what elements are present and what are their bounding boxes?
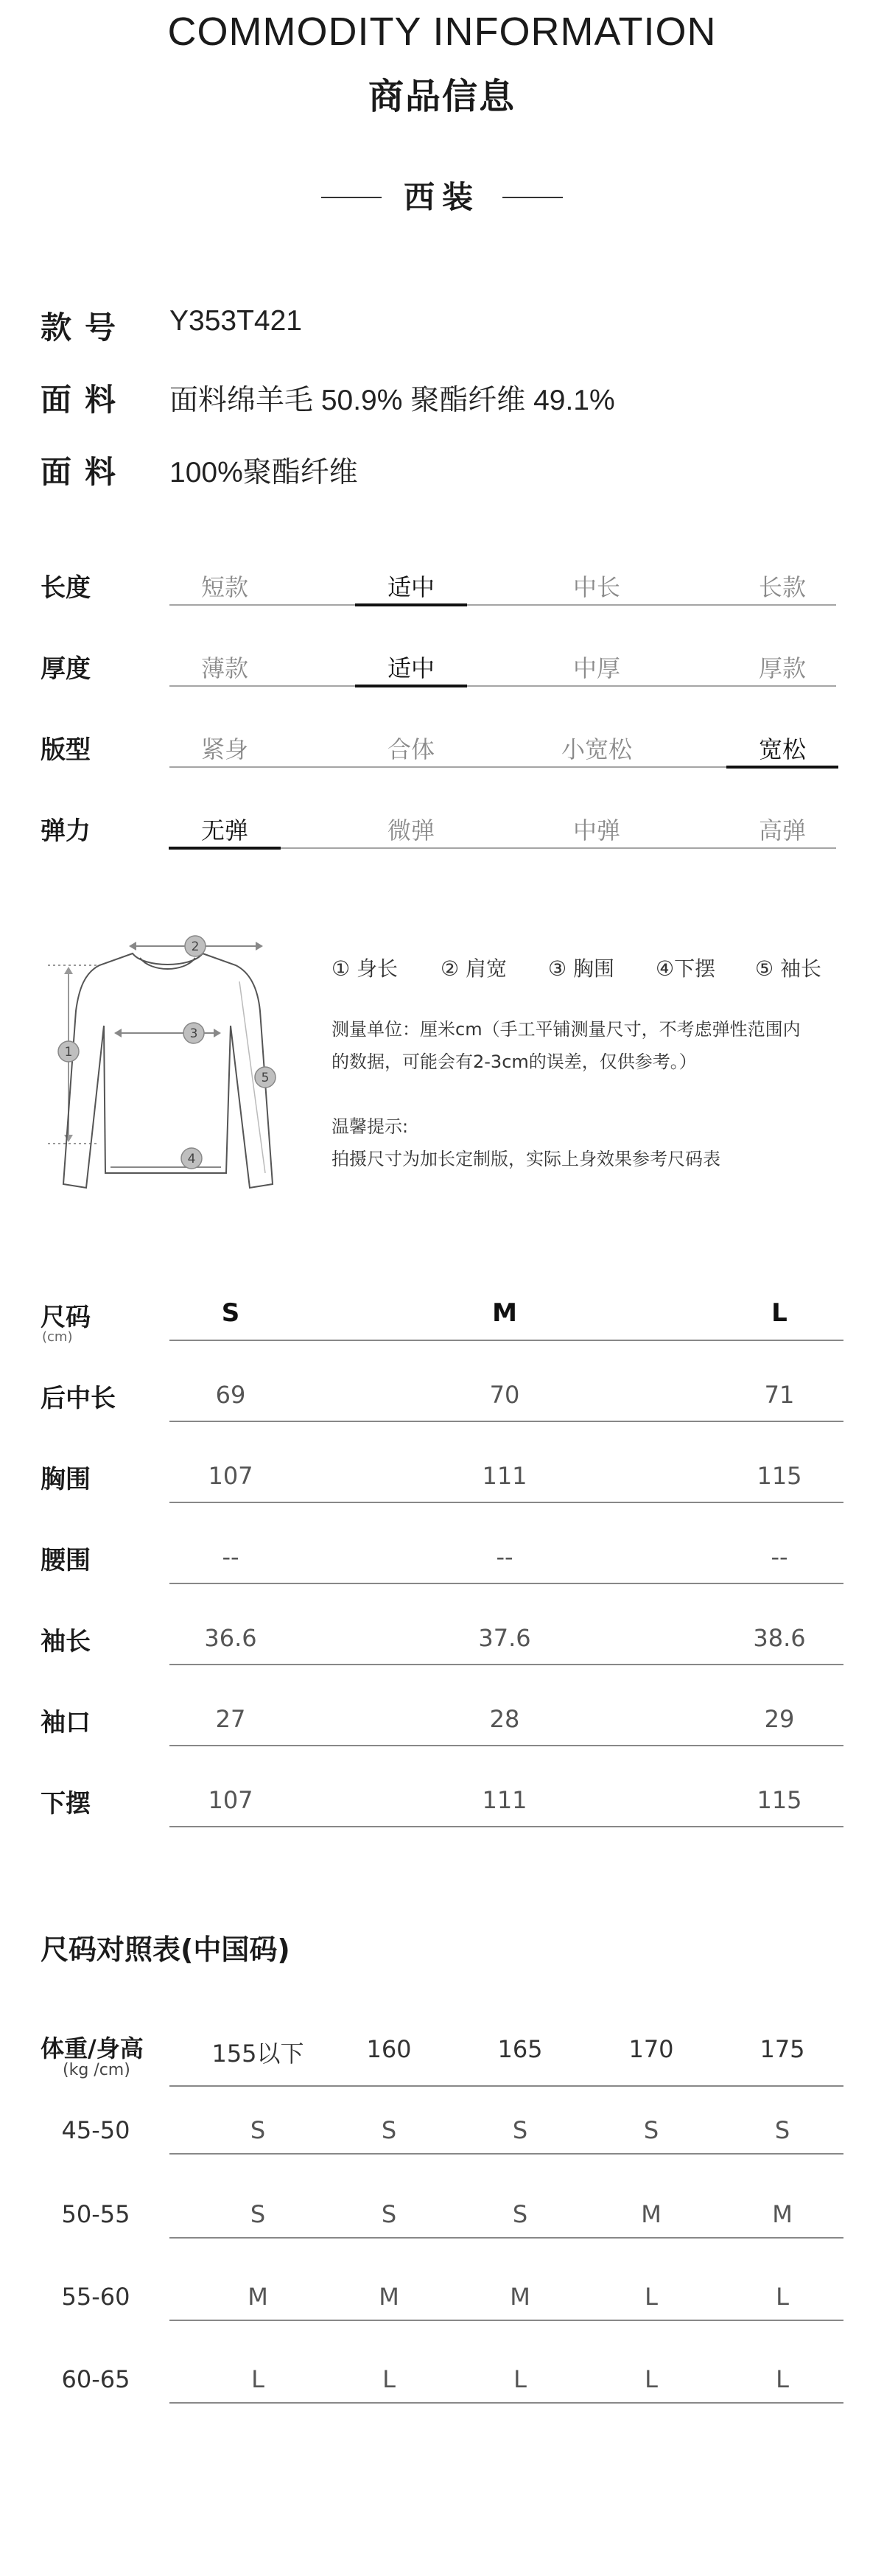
legend-chest: ③ 胸围 — [548, 956, 615, 981]
china-chart-cell: L — [382, 2365, 396, 2393]
size-table-divider — [169, 1745, 843, 1746]
attr-selected-marker — [355, 685, 467, 687]
legend-sleeve: ⑤ 袖长 — [755, 956, 822, 981]
info-value-fabric: 面料绵羊毛 50.9% 聚酯纤维 49.1% — [169, 385, 615, 416]
attr-label: 弹力 — [41, 816, 91, 846]
attr-option: 紧身 — [200, 735, 248, 763]
size-cell: 28 — [489, 1705, 520, 1733]
china-chart-divider — [169, 2085, 843, 2087]
china-chart-cell: L — [776, 2365, 789, 2393]
attr-option: 中弹 — [572, 816, 620, 844]
marker-4 — [181, 1148, 202, 1169]
info-label-style-no: 款号 — [41, 309, 130, 346]
marker-3 — [183, 1023, 204, 1043]
measurement-note-1: 测量单位：厘米cm（手工平铺测量尺寸，不考虑弹性范围内 — [332, 1019, 801, 1040]
size-row-label: 袖口 — [41, 1708, 91, 1737]
info-value-style-no: Y353T421 — [169, 305, 302, 337]
china-chart-cell: L — [645, 2365, 658, 2393]
svg-text:4: 4 — [187, 1152, 196, 1166]
attr-label: 厚度 — [41, 654, 91, 684]
china-chart-cell: S — [512, 2116, 528, 2144]
info-label-lining: 面料 — [41, 454, 130, 490]
size-cell: -- — [496, 1543, 513, 1571]
size-cell: 115 — [757, 1786, 802, 1814]
attr-selected-marker — [169, 847, 281, 850]
size-table-divider — [169, 1826, 843, 1827]
attr-option: 短款 — [200, 573, 248, 601]
size-cell: 115 — [757, 1462, 802, 1490]
tip-title: 温馨提示: — [332, 1116, 409, 1137]
attr-option: 中厚 — [572, 654, 620, 682]
china-chart-divider — [169, 2320, 843, 2321]
size-column-header: S — [221, 1298, 240, 1328]
china-chart-cell: S — [774, 2116, 790, 2144]
attr-option: 适中 — [387, 654, 435, 682]
attr-option: 宽松 — [758, 735, 806, 763]
china-chart-weight: 45-50 — [61, 2116, 130, 2144]
legend-shoulder: ② 肩宽 — [441, 956, 508, 981]
china-chart-cell: S — [250, 2200, 266, 2228]
category-heading — [0, 173, 884, 217]
garment-diagram — [41, 930, 298, 1210]
attr-option: 合体 — [387, 735, 435, 763]
china-chart-height: 175 — [760, 2035, 805, 2063]
attr-option: 高弹 — [758, 816, 806, 844]
china-chart-cell: S — [643, 2116, 659, 2144]
china-chart-cell: M — [379, 2283, 399, 2311]
svg-text:1: 1 — [64, 1045, 73, 1060]
size-cell: -- — [771, 1543, 788, 1571]
china-chart-cell: S — [512, 2200, 528, 2228]
china-chart-cell: M — [772, 2200, 793, 2228]
attr-option: 微弹 — [387, 816, 435, 844]
china-chart-divider — [169, 2153, 843, 2155]
marker-5 — [255, 1067, 276, 1088]
size-header-label: 尺码 — [41, 1303, 91, 1332]
china-chart-cell: L — [776, 2283, 789, 2311]
legend-body-length: ① 身长 — [332, 956, 399, 981]
china-chart-divider — [169, 2237, 843, 2239]
size-row-label: 下摆 — [41, 1789, 91, 1819]
size-cell: 107 — [208, 1786, 253, 1814]
china-chart-cell: M — [248, 2283, 268, 2311]
china-chart-weight: 55-60 — [61, 2283, 130, 2311]
svg-text:3: 3 — [189, 1026, 198, 1041]
marker-1 — [58, 1041, 79, 1062]
size-table-divider — [169, 1664, 843, 1665]
china-chart-corner: 体重/身高 — [41, 2034, 144, 2062]
attr-option: 中长 — [572, 573, 620, 601]
size-row-label: 后中长 — [41, 1384, 116, 1413]
size-column-header: L — [771, 1298, 787, 1328]
size-cell: 111 — [482, 1462, 527, 1490]
attr-option: 小宽松 — [561, 735, 632, 763]
size-cell: 107 — [208, 1462, 253, 1490]
tip-text: 拍摄尺寸为加长定制版，实际上身效果参考尺码表 — [332, 1149, 720, 1169]
divider-right — [502, 197, 563, 198]
china-chart-cell: L — [645, 2283, 658, 2311]
info-value-lining: 100%聚酯纤维 — [169, 457, 358, 489]
size-table-divider — [169, 1340, 843, 1341]
china-chart-height: 155以下 — [211, 2040, 304, 2068]
size-row-label: 袖长 — [41, 1627, 91, 1656]
size-cell: 69 — [215, 1381, 246, 1409]
size-cell: 38.6 — [753, 1624, 806, 1652]
attr-track — [169, 604, 836, 606]
size-cell: 111 — [482, 1786, 527, 1814]
china-chart-cell: M — [510, 2283, 530, 2311]
attr-label: 长度 — [41, 573, 91, 603]
china-chart-title: 尺码对照表(中国码) — [41, 1933, 290, 1966]
size-column-header: M — [492, 1298, 517, 1328]
size-table-divider — [169, 1421, 843, 1422]
svg-text:5: 5 — [261, 1071, 270, 1085]
attr-option: 无弹 — [200, 816, 248, 844]
size-cell: -- — [222, 1543, 239, 1571]
attr-selected-marker — [355, 603, 467, 606]
attr-option: 适中 — [387, 573, 435, 601]
china-chart-cell: S — [250, 2116, 266, 2144]
china-chart-weight: 60-65 — [61, 2365, 130, 2393]
size-row-label: 胸围 — [41, 1465, 91, 1494]
size-cell: 37.6 — [478, 1624, 531, 1652]
size-header-unit: (cm) — [42, 1329, 73, 1345]
attr-option: 厚款 — [758, 654, 806, 682]
attr-selected-marker — [726, 766, 838, 769]
info-label-fabric: 面料 — [41, 382, 130, 418]
china-chart-unit: (kg /cm) — [63, 2061, 130, 2079]
size-cell: 27 — [215, 1705, 246, 1733]
china-chart-cell: S — [381, 2116, 397, 2144]
china-chart-height: 170 — [628, 2035, 674, 2063]
title-cn: 商品信息 — [368, 76, 516, 117]
measurement-note-2: 的数据，可能会有2-3cm的误差，仅供参考。） — [332, 1051, 697, 1072]
size-cell: 70 — [489, 1381, 520, 1409]
size-cell: 29 — [764, 1705, 795, 1733]
china-chart-cell: L — [513, 2365, 527, 2393]
size-table-divider — [169, 1583, 843, 1584]
size-cell: 71 — [764, 1381, 795, 1409]
size-cell: 36.6 — [204, 1624, 257, 1652]
marker-2 — [185, 936, 206, 956]
attr-track — [169, 685, 836, 687]
china-chart-height: 160 — [366, 2035, 412, 2063]
china-chart-divider — [169, 2402, 843, 2404]
attr-option: 长款 — [758, 573, 806, 601]
china-chart-weight: 50-55 — [61, 2200, 130, 2228]
size-table-divider — [169, 1502, 843, 1503]
attr-option: 薄款 — [200, 654, 248, 682]
size-row-label: 腰围 — [41, 1546, 91, 1575]
title-en: COMMODITY INFORMATION — [167, 10, 717, 54]
category-label: 西装 — [403, 179, 480, 215]
china-chart-cell: L — [251, 2365, 264, 2393]
svg-text:2: 2 — [191, 939, 200, 954]
china-chart-height: 165 — [497, 2035, 543, 2063]
legend-hem: ④下摆 — [656, 956, 716, 981]
china-chart-cell: M — [641, 2200, 662, 2228]
china-chart-cell: S — [381, 2200, 397, 2228]
attr-label: 版型 — [41, 735, 91, 765]
